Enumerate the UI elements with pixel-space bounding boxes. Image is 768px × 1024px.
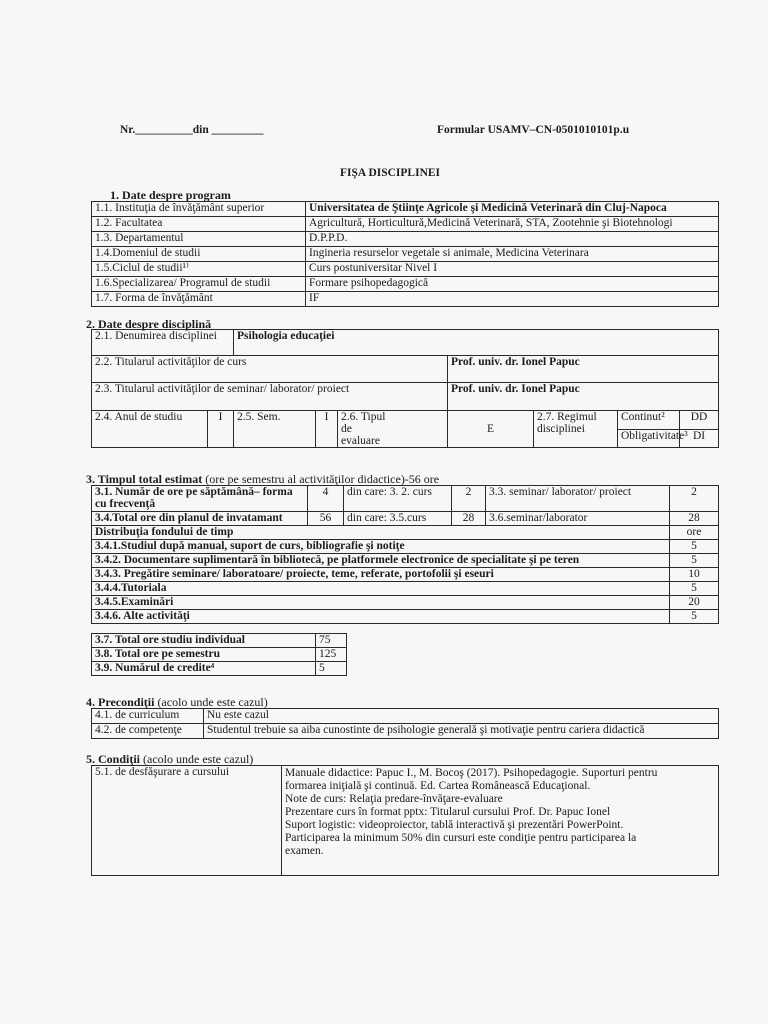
totals-table	[91, 633, 347, 676]
program-row	[92, 232, 719, 247]
course-conditions-line: Note de curs: Relaţia predare-învăţare-evaluare	[285, 793, 503, 805]
weekly-hours-label: 3.1. Număr de ore pe săptămână– forma cu frecvenţă	[92, 486, 308, 512]
totals-row-label: 3.7. Total ore studiu individual	[92, 634, 316, 648]
precondition-row-label: 4.1. de curriculum	[92, 709, 204, 724]
distribution-row	[92, 540, 719, 554]
course-holder-value: Prof. univ. dr. Ionel Papuc	[448, 356, 719, 383]
program-row	[92, 262, 719, 277]
distribution-row	[92, 568, 719, 582]
program-row-value: D.P.P.D.	[306, 232, 719, 247]
content-label: Continut²	[618, 411, 680, 430]
totals-row-label: 3.9. Numărul de credite⁴	[92, 662, 316, 676]
totals-row	[92, 648, 347, 662]
totals-row-value: 5	[316, 662, 347, 676]
section-5-title-rest: (acolo unde este cazul)	[140, 752, 254, 766]
semester-value: I	[316, 411, 338, 448]
weekly-course-value: 2	[452, 486, 486, 512]
program-row	[92, 292, 719, 307]
program-row-label: 1.2. Facultatea	[92, 217, 306, 232]
total-course-value: 28	[452, 512, 486, 526]
program-row-value: IF	[306, 292, 719, 307]
totals-row-label: 3.8. Total ore pe semestru	[92, 648, 316, 662]
distribution-row-value: 5	[670, 582, 719, 596]
din-blank: _________	[211, 124, 264, 136]
semester-label: 2.5. Sem.	[234, 411, 316, 448]
program-row-value: Formare psihopedagogică	[306, 277, 719, 292]
page-title: FIŞA DISCIPLINEI	[340, 167, 441, 179]
total-plan-label: 3.4.Total ore din planul de invatamant	[92, 512, 308, 526]
precondition-row-label: 4.2. de competenţe	[92, 724, 204, 739]
seminar-holder-label: 2.3. Titularul activităţilor de seminar/ laborator/ proiect	[92, 383, 448, 411]
total-seminar-label: 3.6.seminar/laborator	[486, 512, 670, 526]
total-seminar-value: 28	[670, 512, 719, 526]
distribution-row-label: 3.4.6. Alte activităţi	[92, 610, 670, 624]
form-code: Formular USAMV–CN-0501010101p.u	[437, 124, 630, 136]
program-row-value: Agricultură, Horticultură,Medicină Veterinară, STA, Zootehnie şi Biotehnologi	[306, 217, 719, 232]
obligation-value: DI	[680, 429, 719, 448]
discipline-table	[91, 329, 719, 448]
total-course-label: din care: 3.5.curs	[344, 512, 452, 526]
weekly-seminar-label: 3.3. seminar/ laborator/ proiect	[486, 486, 670, 512]
program-row	[92, 247, 719, 262]
program-row-label: 1.5.Ciclul de studii¹⁾	[92, 262, 306, 277]
din-label: din	[192, 124, 209, 136]
content-value: DD	[680, 411, 719, 430]
course-conditions-line: Participarea la minimum 50% din cursuri este condiţie pentru participarea la	[285, 832, 637, 844]
course-conditions-line: Prezentare curs în format pptx: Titularul cursului Prof. Dr. Papuc Ionel	[285, 806, 611, 818]
study-year-label: 2.4. Anul de studiu	[92, 411, 208, 448]
distribution-label: Distribuţia fondului de timp	[92, 526, 670, 540]
discipline-name-value: Psihologia educaţiei	[234, 330, 719, 356]
section-4-title-bold: 4. Precondiţii	[86, 695, 155, 709]
distribution-row-label: 3.4.4.Tutoriala	[92, 582, 670, 596]
distribution-row-label: 3.4.2. Documentare suplimentară în bibliotecă, pe platformele electronice de specialitate şi pe teren	[92, 554, 670, 568]
program-row	[92, 277, 719, 292]
evaluation-label: 2.6. Tipul de evaluare	[338, 411, 448, 448]
document-number-line	[120, 124, 263, 136]
weekly-course-label: din care: 3. 2. curs	[344, 486, 452, 512]
course-conditions-line: formarea iniţială şi continuă. Ed. Cartea Românească Educaţional.	[285, 780, 591, 792]
program-table	[91, 201, 719, 307]
program-row-label: 1.6.Specializarea/ Programul de studii	[92, 277, 306, 292]
totals-row-value: 75	[316, 634, 347, 648]
program-row-label: 1.4.Domeniul de studii	[92, 247, 306, 262]
distribution-row	[92, 596, 719, 610]
study-year-value: I	[208, 411, 234, 448]
program-row	[92, 217, 719, 232]
weekly-hours-value: 4	[308, 486, 344, 512]
section-1-title: 1. Date despre program	[110, 188, 231, 202]
distribution-row-label: 3.4.5.Examinări	[92, 596, 670, 610]
distribution-row-value: 20	[670, 596, 719, 610]
distribution-unit: ore	[670, 526, 719, 540]
program-row	[92, 202, 719, 217]
discipline-name-label: 2.1. Denumirea disciplinei	[92, 330, 234, 356]
total-plan-value: 56	[308, 512, 344, 526]
course-conditions-value	[282, 766, 719, 876]
distribution-row-value: 5	[670, 610, 719, 624]
course-conditions-line: Manuale didactice: Papuc I., M. Bocoş (2017). Psihopedagogie. Suporturi pentru	[285, 767, 658, 779]
weekly-seminar-value: 2	[670, 486, 719, 512]
conditions-table	[91, 765, 719, 876]
program-row-value: Universitatea de Ştiinţe Agricole şi Medicină Veterinară din Cluj-Napoca	[306, 202, 719, 217]
program-row-label: 1.7. Forma de învăţământ	[92, 292, 306, 307]
nr-label: Nr.	[120, 124, 136, 136]
section-3-title-rest: (ore pe semestru al activităţilor didactice)-56 ore	[202, 472, 440, 486]
course-conditions-label: 5.1. de desfăşurare a cursului	[92, 766, 282, 876]
course-conditions-line: Suport logistic: videoproiector, tablă interactivă şi prezentări PowerPoint.	[285, 819, 624, 831]
program-row-value: Curs postuniversitar Nivel I	[306, 262, 719, 277]
obligation-label: Obligativitate³	[618, 429, 680, 448]
distribution-row-value: 5	[670, 540, 719, 554]
time-estimate-table	[91, 485, 719, 624]
course-conditions-line: examen.	[285, 845, 324, 857]
distribution-row	[92, 582, 719, 596]
regime-label: 2.7. Regimul disciplinei	[534, 411, 618, 448]
precondition-row-value: Studentul trebuie sa aiba cunostinte de psihologie generală şi motivaţie pentru cariera didactică	[204, 724, 719, 739]
preconditions-table	[91, 708, 719, 739]
distribution-row-value: 10	[670, 568, 719, 582]
evaluation-value: E	[448, 411, 534, 448]
section-4-title-rest: (acolo unde este cazul)	[154, 695, 268, 709]
nr-blank: __________	[135, 124, 193, 136]
program-row-value: Ingineria resurselor vegetale si animale, Medicina Veterinara	[306, 247, 719, 262]
distribution-row-label: 3.4.3. Pregătire seminare/ laboratoare/ proiecte, teme, referate, portofolii şi eseuri	[92, 568, 670, 582]
program-row-label: 1.1. Instituţia de învăţământ superior	[92, 202, 306, 217]
course-holder-label: 2.2. Titularul activităţilor de curs	[92, 356, 448, 383]
seminar-holder-value: Prof. univ. dr. Ionel Papuc	[448, 383, 719, 411]
distribution-row-value: 5	[670, 554, 719, 568]
totals-row	[92, 634, 347, 648]
precondition-row-value: Nu este cazul	[204, 709, 719, 724]
section-5-title-bold: 5. Condiţii	[86, 752, 141, 766]
distribution-row	[92, 554, 719, 568]
precondition-row	[92, 724, 719, 739]
distribution-row	[92, 610, 719, 624]
section-2-title: 2. Date despre disciplină	[86, 317, 212, 331]
totals-row-value: 125	[316, 648, 347, 662]
program-row-label: 1.3. Departamentul	[92, 232, 306, 247]
distribution-row-label: 3.4.1.Studiul după manual, suport de curs, bibliografie şi notiţe	[92, 540, 670, 554]
section-3-title-bold: 3. Timpul total estimat	[86, 472, 203, 486]
precondition-row	[92, 709, 719, 724]
totals-row	[92, 662, 347, 676]
